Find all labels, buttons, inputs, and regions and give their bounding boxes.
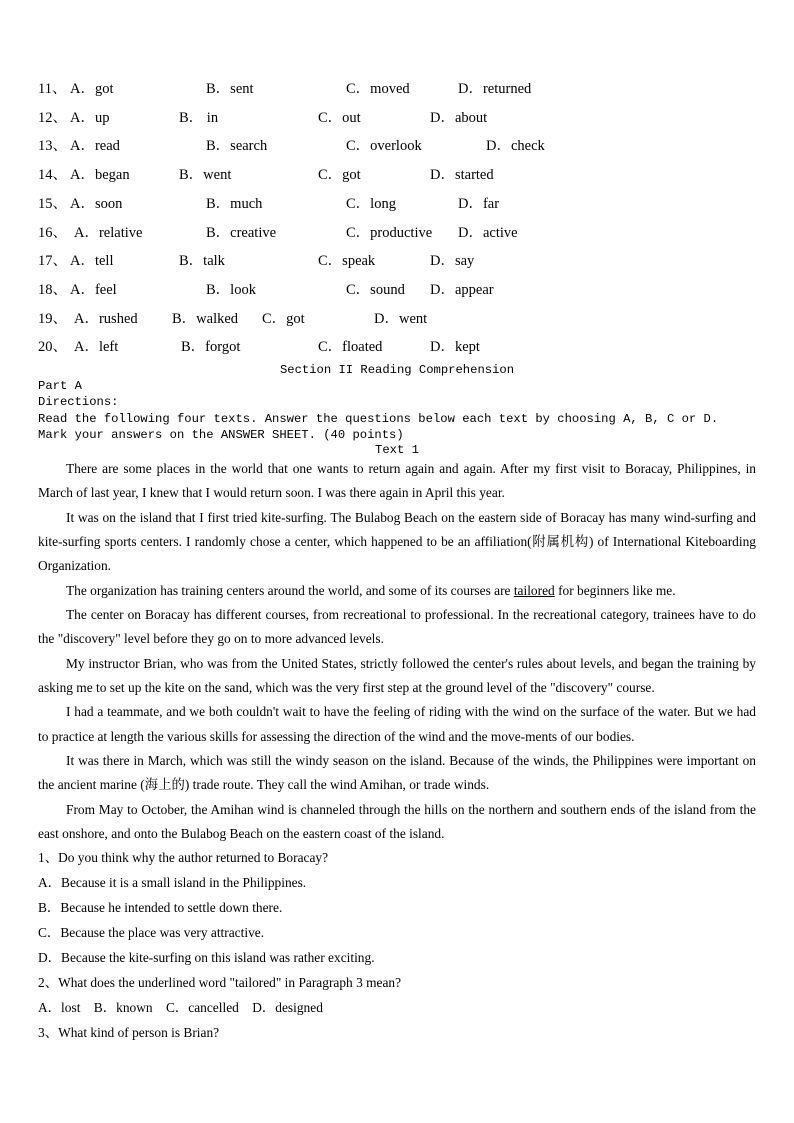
answer-option: D．Because the kite-surfing on this island was rather exciting. xyxy=(38,950,375,965)
option-d: D．far xyxy=(458,195,500,212)
option-c: C．sound xyxy=(346,281,405,298)
passage-text-1 xyxy=(38,457,756,847)
option-a: A．left xyxy=(74,339,119,356)
underlined-word: tailored xyxy=(513,582,555,598)
paragraph: It was there in March, which was still the windy season on the island. Because of the winds, the Philippines were important on the ancient marine (海上的) trade route. They call the wind Amihan, or trade winds. xyxy=(38,753,756,793)
question-number: 12、 xyxy=(38,109,67,126)
cloze-question-row xyxy=(0,307,794,327)
option-c: C．overlook xyxy=(346,138,422,155)
option-c: C．out xyxy=(318,109,361,126)
cloze-question-row xyxy=(0,192,794,212)
cloze-question-row xyxy=(0,335,794,355)
option-a: A．soon xyxy=(70,195,123,212)
question: 1、Do you think why the author returned to Boracay? xyxy=(38,850,329,865)
paragraph: The center on Boracay has different courses, from recreational to professional. In the recreational category, trainees have to do the "discovery" level before they go on to more advanced levels. xyxy=(38,607,756,647)
option-a: A．rushed xyxy=(74,310,138,327)
option-d: D．about xyxy=(430,109,488,126)
option-c: C．got xyxy=(318,167,361,184)
option-d: D．check xyxy=(486,138,545,155)
question-number: 19、 xyxy=(38,310,67,327)
directions-label: Directions: xyxy=(38,395,119,409)
cloze-question-row xyxy=(0,221,794,241)
question: 3、What kind of person is Brian? xyxy=(38,1025,220,1040)
answer-option: A．lost B．known C．cancelled D．designed xyxy=(38,1000,323,1015)
option-c: C．long xyxy=(346,195,396,212)
question-number: 11、 xyxy=(38,81,67,97)
paragraph: I had a teammate, and we both couldn't wait to have the feeling of riding with the wind on the surface of the water. But we had to practice at length the various skills for assessing the direction of the wind and the move-ments of our bodies. xyxy=(38,704,756,744)
option-d: D．active xyxy=(458,224,518,241)
option-d: D．say xyxy=(430,253,475,270)
text-title: Text 1 xyxy=(375,443,419,457)
question-number: 13、 xyxy=(38,138,67,155)
paragraph: There are some places in the world that one wants to return again and again. After my first visit to Boracay, Philippines, in March of last year, I knew that I would return soon. I was there again in April this year. xyxy=(38,461,756,501)
option-a: A．began xyxy=(70,167,130,184)
option-a: A．feel xyxy=(70,281,117,298)
cloze-question-row xyxy=(0,77,794,97)
option-b: B．forgot xyxy=(181,339,241,356)
directions-text: Read the following four texts. Answer the questions below each text by choosing A, B, C or D. Mark your answers on the ANSWER SHEET. (40 points) xyxy=(38,412,719,442)
paragraph xyxy=(38,579,756,603)
option-b: B．much xyxy=(206,195,263,212)
option-b: B．look xyxy=(206,281,256,298)
answer-option: C．Because the place was very attractive. xyxy=(38,925,265,940)
option-b: B．sent xyxy=(206,81,254,97)
option-b: B．went xyxy=(179,167,232,184)
option-a: A．tell xyxy=(70,253,114,270)
option-d: D．kept xyxy=(430,339,480,356)
question-number: 18、 xyxy=(38,281,67,298)
option-c: C．productive xyxy=(346,224,433,241)
option-d: D．went xyxy=(374,310,428,327)
option-a: A．up xyxy=(70,109,110,126)
option-b: B． in xyxy=(179,109,219,126)
question-number: 17、 xyxy=(38,253,67,270)
paragraph-text: The organization has training centers around the world, and some of its courses are xyxy=(66,582,514,598)
option-d: D．returned xyxy=(458,81,532,97)
option-a: A．relative xyxy=(74,224,143,241)
cloze-question-row xyxy=(0,278,794,298)
cloze-question-row xyxy=(0,163,794,183)
question-number: 20、 xyxy=(38,339,67,356)
option-d: D．appear xyxy=(430,281,494,298)
question-number: 16、 xyxy=(38,224,67,241)
option-c: C．speak xyxy=(318,253,376,270)
question-number: 14、 xyxy=(38,167,67,184)
option-a: A．got xyxy=(70,81,114,97)
answer-option: A．Because it is a small island in the Philippines. xyxy=(38,875,307,890)
option-c: C．moved xyxy=(346,81,410,97)
question: 2、What does the underlined word "tailored" in Paragraph 3 mean? xyxy=(38,975,402,990)
paragraph: It was on the island that I first tried kite-surfing. The Bulabog Beach on the eastern side of Boracay has many wind-surfing and kite-surfing sports centers. I randomly chose a center, which happened to be an affiliation(附属机构) of International Kiteboarding Organization. xyxy=(38,509,756,574)
paragraph: My instructor Brian, who was from the United States, strictly followed the center's rules about levels, and began the training by asking me to set up the kite on the sand, which was the very first step at the ground level of the "discovery" course. xyxy=(38,655,756,696)
cloze-question-row xyxy=(0,249,794,269)
section-title: Section II Reading Comprehension xyxy=(279,363,515,377)
cloze-question-row xyxy=(0,134,794,154)
answer-option: B．Because he intended to settle down there. xyxy=(38,900,283,915)
option-d: D．started xyxy=(430,167,494,184)
part-label: Part A xyxy=(38,379,82,393)
option-c: C．floated xyxy=(318,339,383,356)
paragraph-text: for beginners like me. xyxy=(554,582,676,598)
option-b: B．search xyxy=(206,138,268,155)
paragraph: From May to October, the Amihan wind is channeled through the hills on the northern and southern ends of the island from the east onshore, and onto the Bulabog Beach on the eastern coast of the island. xyxy=(38,801,756,842)
option-a: A．read xyxy=(70,138,120,155)
option-b: B．creative xyxy=(206,224,277,241)
option-b: B．talk xyxy=(179,253,225,270)
option-c: C．got xyxy=(262,310,305,327)
option-b: B．walked xyxy=(172,310,239,327)
cloze-question-row xyxy=(0,106,794,126)
question-number: 15、 xyxy=(38,195,67,212)
